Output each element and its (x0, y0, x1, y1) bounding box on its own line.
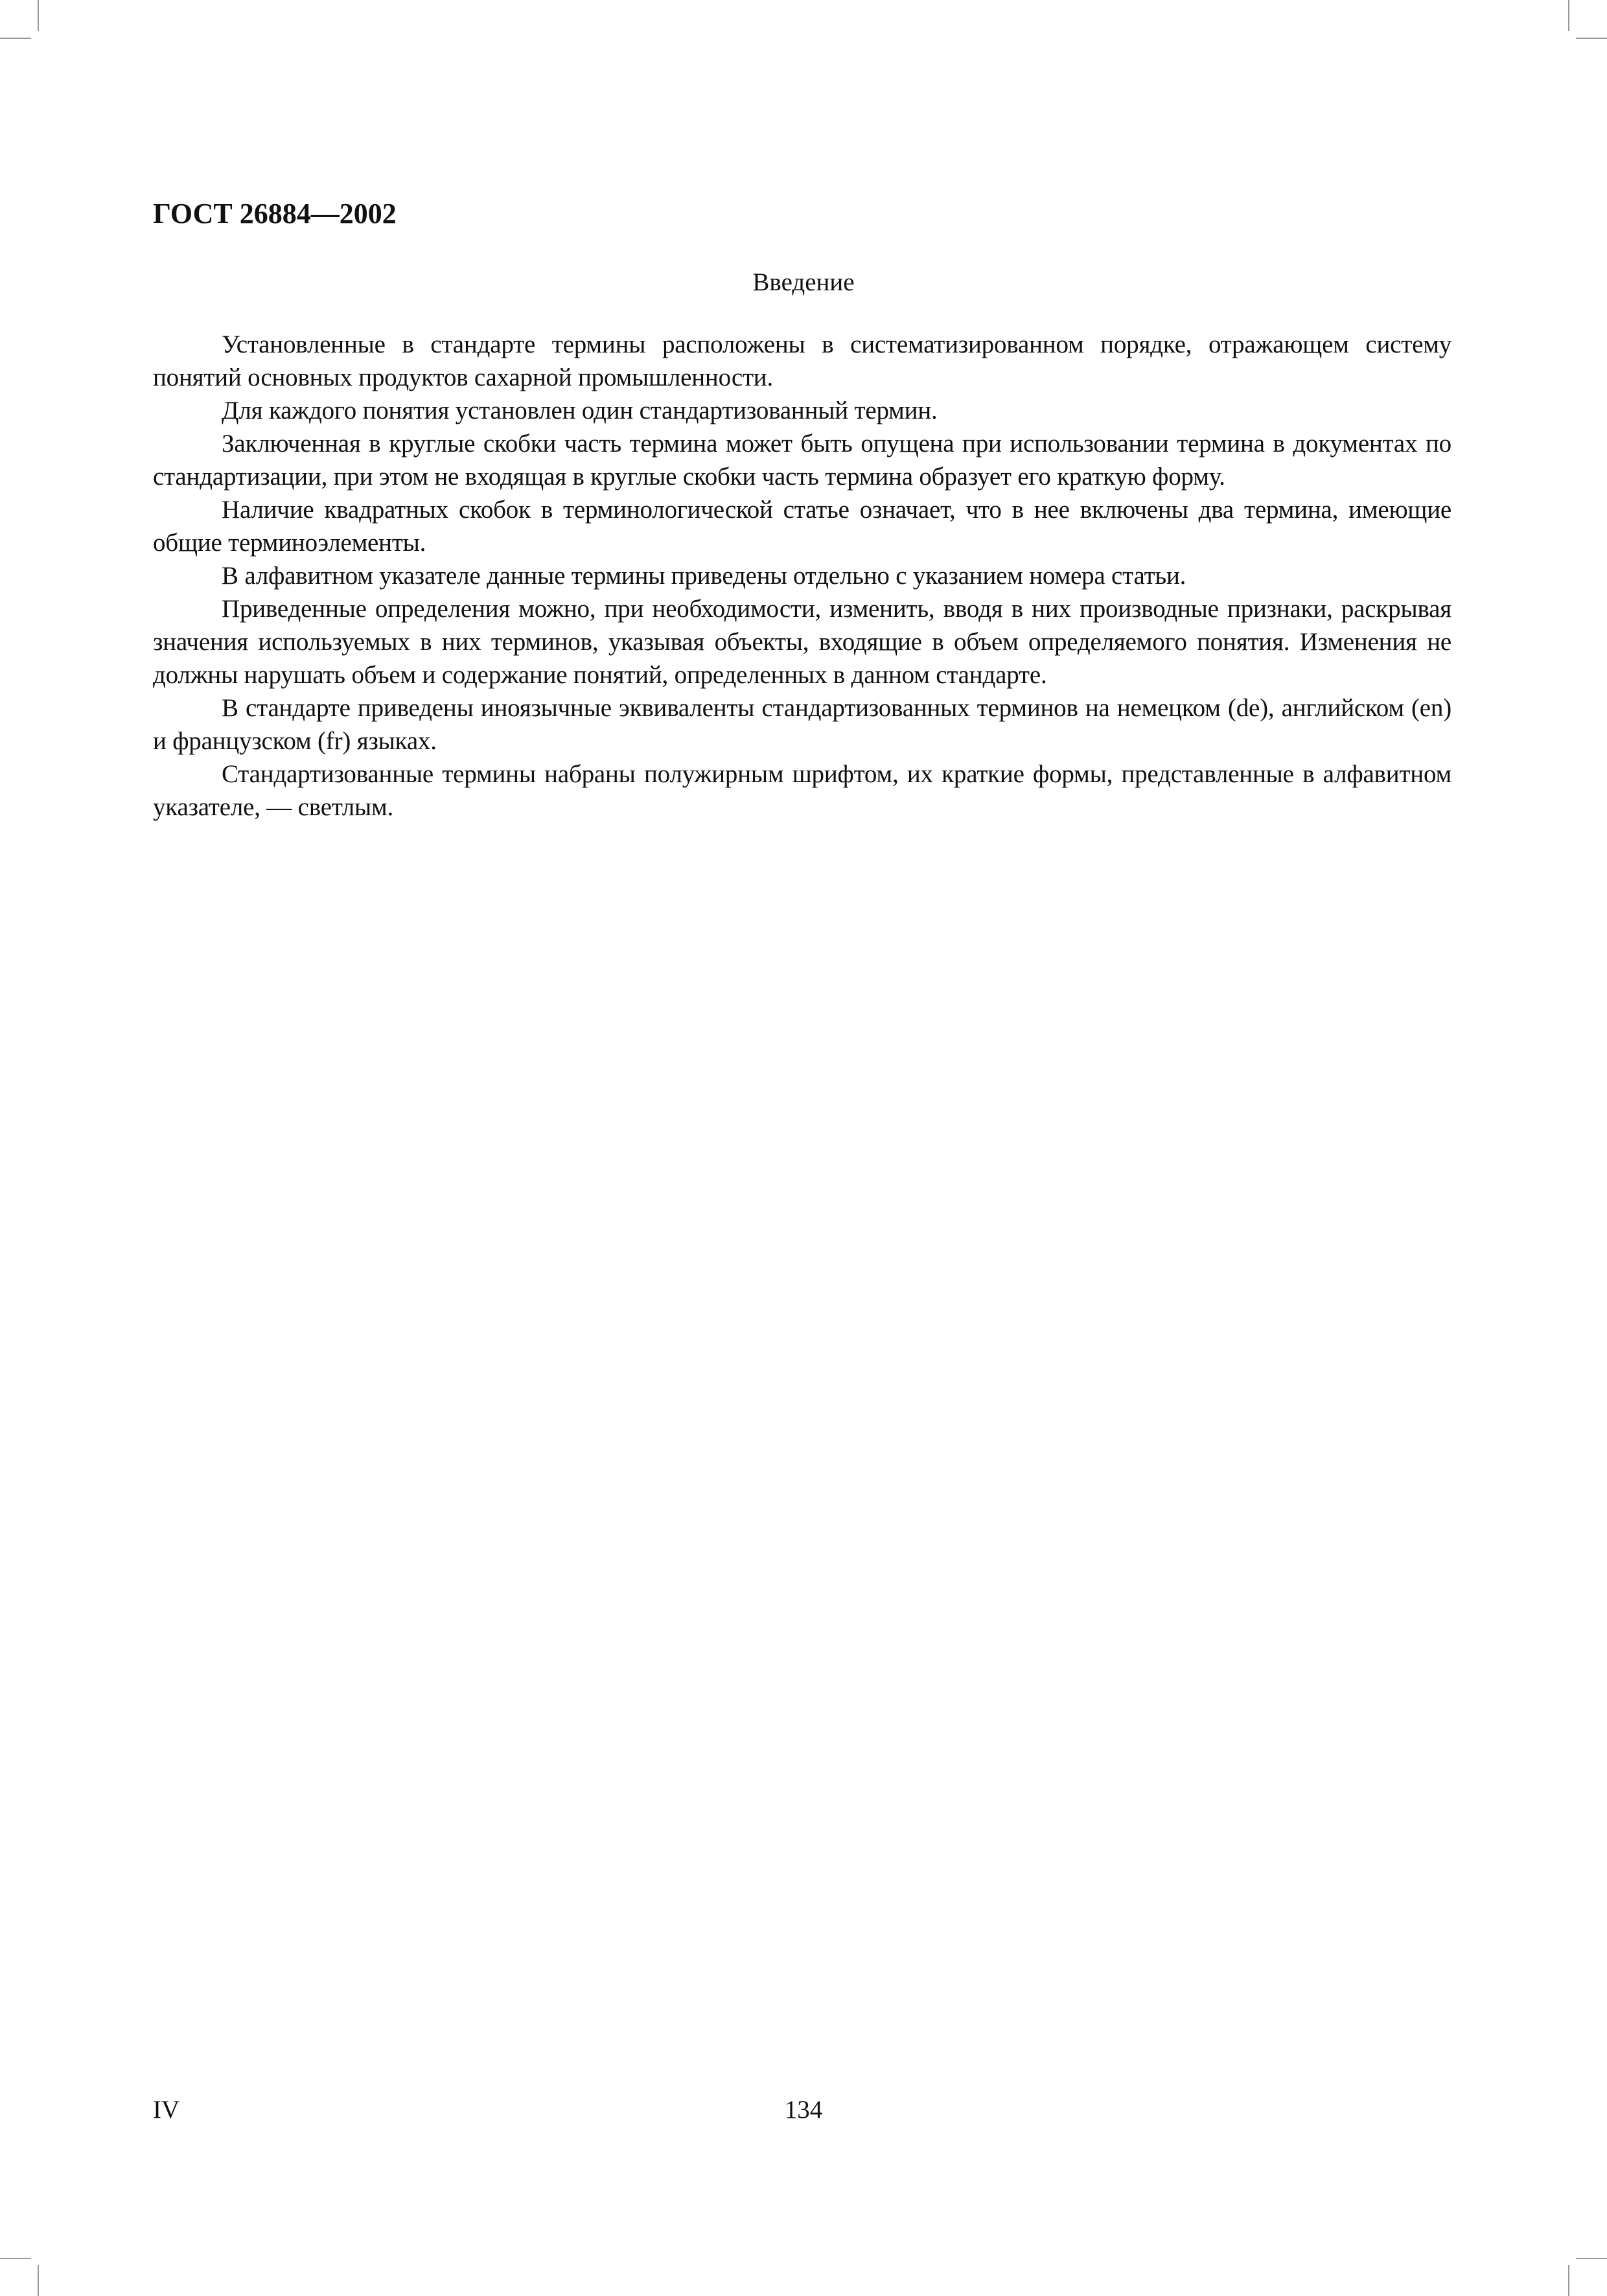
crop-mark-top-right (1568, 0, 1569, 31)
crop-mark-bottom-left (38, 2265, 39, 2296)
paragraph: Для каждого понятия установлен один стандартизованный термин. (222, 397, 938, 424)
section-title: Введение (752, 268, 855, 296)
crop-mark-bottom-right (1568, 2265, 1569, 2296)
paragraph: Установленные в стандарте термины расположены в систематизированном порядке, отражающем систему понятий основных продуктов сахарной промышленности. (153, 330, 1451, 391)
paragraph: В стандарте приведены иноязычные эквиваленты стандартизованных терминов на немецком (de), английском (en) и французском (fr) языках. (153, 694, 1451, 755)
crop-mark-bottom-left (0, 2258, 31, 2259)
paragraph: Приведенные определения можно, при необходимости, изменить, вводя в них производные признаки, раскрывая значения используемых в них терминов, указывая объекты, входящие в объем определяемого понятия. Изменения не должны нарушать объем и содержание понятий, определенных в данном стандарте. (153, 595, 1451, 689)
paragraph: В алфавитном указателе данные термины приведены отдельно с указанием номера статьи. (222, 562, 1186, 590)
crop-mark-bottom-right (1576, 2258, 1607, 2259)
paragraph: Заключенная в круглые скобки часть термина может быть опущена при использовании термина в документах по стандартизации, при этом не входящая в круглые скобки часть термина образует его краткую форму. (153, 430, 1451, 491)
paragraph: Наличие квадратных скобок в терминологической статье означает, что в нее включены два термина, имеющие общие терминоэлементы. (153, 496, 1451, 557)
crop-mark-top-left (38, 0, 39, 31)
page-number: 134 (784, 2096, 823, 2124)
crop-mark-top-right (1576, 38, 1607, 39)
roman-page-number: IV (153, 2096, 180, 2124)
introduction-body (153, 328, 1451, 824)
crop-mark-top-left (0, 38, 31, 39)
paragraph: Стандартизованные термины набраны полужирным шрифтом, их краткие формы, представленные в алфавитном указателе, — светлым. (153, 760, 1451, 821)
document-code: ГОСТ 26884—2002 (153, 198, 397, 229)
